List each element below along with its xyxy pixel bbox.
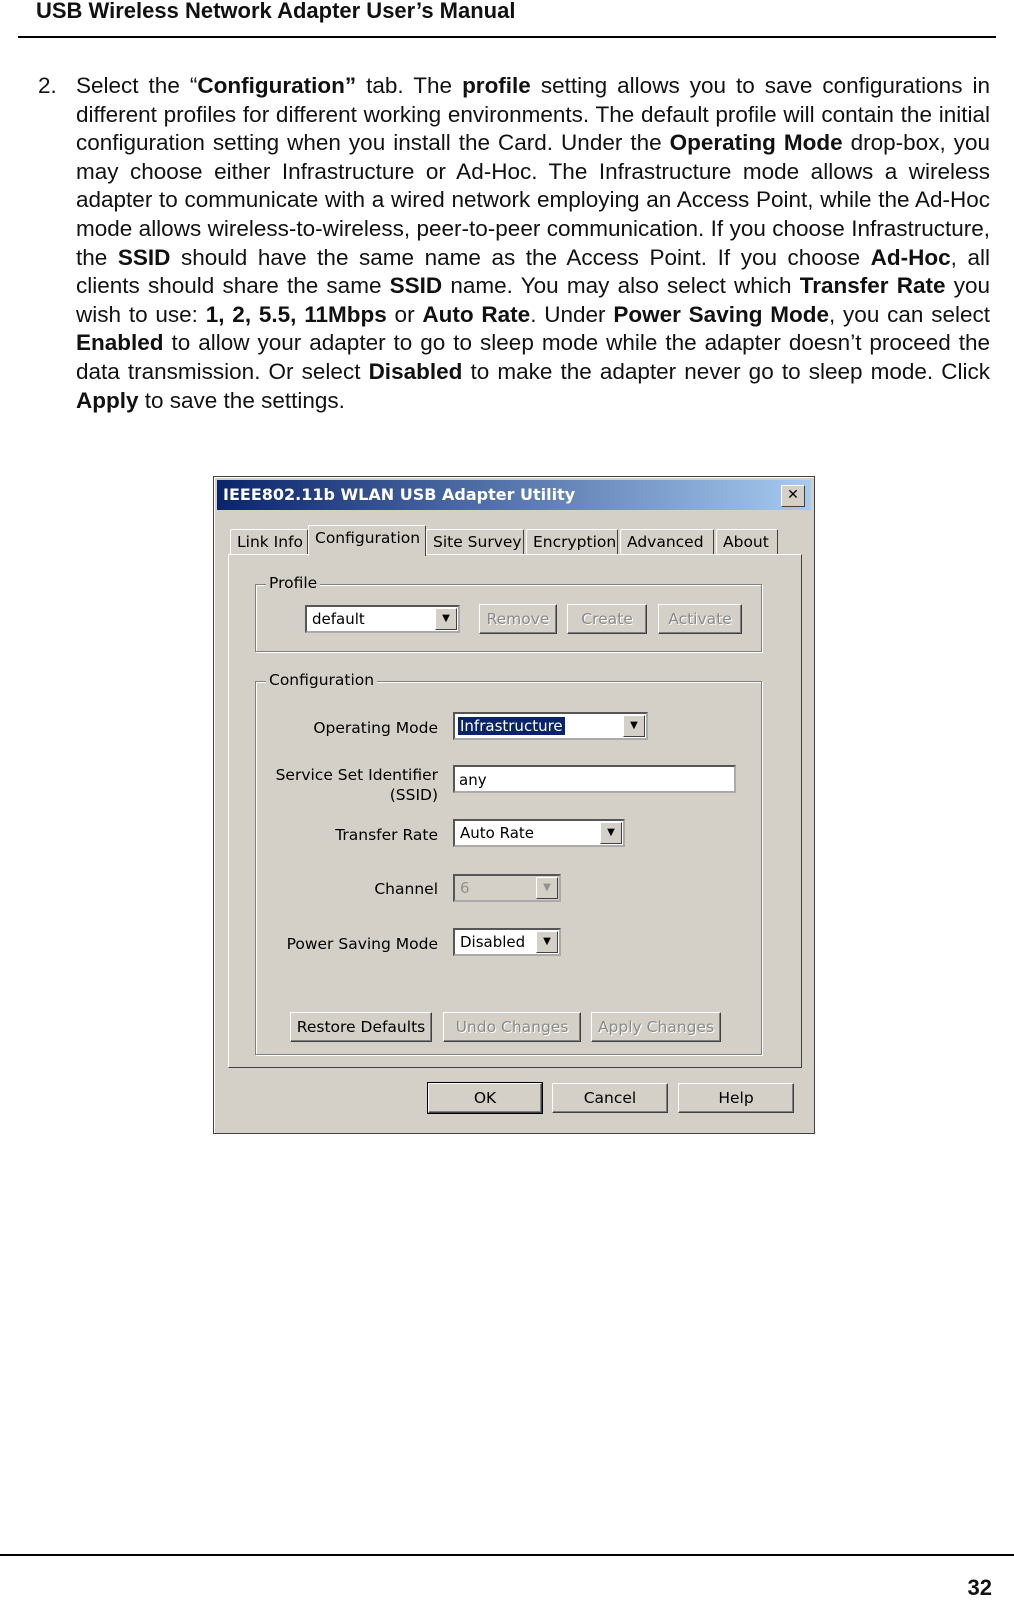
chevron-down-icon[interactable]: ▼ [536, 931, 558, 953]
ssid-value: any [459, 771, 487, 789]
dialog-titlebar [217, 480, 811, 510]
dialog-title: IEEE802.11b WLAN USB Adapter Utility [223, 485, 576, 504]
paragraph-text: , all clients should share the same [76, 244, 991, 299]
profile-group-label: Profile [266, 574, 320, 592]
footer-rule [0, 1554, 1014, 1556]
restore-defaults-button[interactable]: Restore Defaults [290, 1012, 432, 1042]
emphasis-text: profile [462, 73, 531, 98]
tab-site-survey[interactable]: Site Survey [426, 529, 524, 555]
remove-profile-button[interactable]: Remove [479, 604, 557, 634]
paragraph-text: drop-box, you may choose either Infrastructure or Ad-Hoc. The Infrastructure mode allows a wireless adapter to communicate with a wired network employing an Access Point, while the Ad-Hoc mode allows wireless-to-wireless, peer-to-peer communication. If you choose Infrastructure, the [76, 130, 990, 270]
create-profile-button[interactable]: Create [567, 604, 647, 634]
emphasis-text: 1, 2, 5.5, 11Mbps [205, 301, 387, 327]
emphasis-text: Disabled [368, 358, 463, 384]
ssid-label-line2: (SSID) [389, 786, 438, 804]
channel-value: 6 [460, 879, 470, 897]
paragraph-text: , you can select [829, 301, 991, 327]
power-saving-label: Power Saving Mode [286, 935, 438, 953]
activate-profile-button[interactable]: Activate [658, 604, 742, 634]
transfer-rate-select[interactable] [453, 819, 625, 847]
paragraph-text: you wish to use: [76, 273, 990, 327]
emphasis-text: Apply [76, 387, 139, 413]
transfer-rate-value: Auto Rate [460, 824, 534, 842]
paragraph-text: to allow your adapter to go to sleep mode while the adapter doesn’t proceed the data transmission. Or select [76, 330, 990, 384]
emphasis-text: Transfer Rate [799, 273, 946, 299]
page-number: 32 [967, 1575, 992, 1600]
tab-link-info[interactable]: Link Info [230, 529, 308, 555]
emphasis-text: Enabled [76, 330, 164, 356]
channel-select[interactable] [453, 874, 561, 902]
document-header-title: USB Wireless Network Adapter User’s Manual [36, 0, 516, 23]
channel-label: Channel [374, 880, 438, 898]
paragraph-text: or [386, 301, 423, 327]
ssid-input[interactable] [453, 765, 736, 793]
configuration-panel [228, 554, 802, 1068]
chevron-down-icon[interactable]: ▼ [600, 822, 622, 844]
paragraph-text: setting allows you to save configurations in different profiles for different working environments. The default profile will contain the initial configuration setting when you install the Card. Under the [76, 73, 990, 156]
emphasis-text: Operating Mode [669, 130, 843, 156]
adapter-utility-dialog [213, 476, 815, 1134]
help-button[interactable]: Help [678, 1083, 794, 1113]
profile-select[interactable] [305, 605, 460, 633]
cancel-button[interactable]: Cancel [552, 1083, 668, 1113]
emphasis-text: Power Saving Mode [613, 301, 829, 327]
chevron-down-icon[interactable]: ▼ [623, 715, 645, 737]
operating-mode-value: Infrastructure [460, 717, 563, 735]
configuration-group-label: Configuration [266, 671, 377, 689]
tab-advanced[interactable]: Advanced [620, 529, 714, 555]
paragraph-text: to save the settings. [138, 387, 345, 413]
step-number: 2. [38, 73, 57, 98]
paragraph-text: name. You may also select which [442, 273, 800, 299]
power-saving-value: Disabled [460, 933, 526, 951]
paragraph-text: should have the same name as the Access Point. If you choose [170, 244, 871, 270]
paragraph-text: . Under [530, 301, 614, 327]
undo-changes-button[interactable]: Undo Changes [443, 1012, 581, 1042]
paragraph-text: Select the “ [76, 73, 198, 98]
chevron-down-icon[interactable]: ▼ [536, 877, 558, 899]
instruction-step [38, 72, 990, 415]
ok-button[interactable]: OK [428, 1083, 542, 1113]
header-rule [18, 36, 996, 38]
emphasis-text: Ad-Hoc [870, 244, 951, 270]
tab-configuration[interactable]: Configuration [308, 525, 426, 556]
apply-changes-button[interactable]: Apply Changes [591, 1012, 721, 1042]
emphasis-text: SSID [117, 244, 171, 270]
step-paragraph [76, 72, 990, 415]
operating-mode-label: Operating Mode [313, 719, 438, 737]
tab-encryption[interactable]: Encryption [526, 529, 618, 555]
paragraph-text: tab. The [356, 73, 463, 98]
chevron-down-icon[interactable]: ▼ [435, 608, 457, 630]
ssid-label [266, 765, 438, 805]
operating-mode-select[interactable] [453, 712, 648, 740]
profile-value: default [312, 610, 365, 628]
emphasis-text: Auto Rate [422, 301, 531, 327]
configuration-group [255, 671, 762, 1055]
tab-about[interactable]: About [716, 529, 778, 555]
profile-group [255, 574, 762, 652]
close-icon[interactable]: ✕ [781, 485, 805, 507]
transfer-rate-label: Transfer Rate [335, 826, 438, 844]
power-saving-select[interactable] [453, 928, 561, 956]
ssid-label-line1: Service Set Identifier [275, 766, 438, 784]
emphasis-text: SSID [389, 273, 443, 299]
emphasis-text: Configuration” [197, 73, 357, 98]
paragraph-text: to make the adapter never go to sleep mode. Click [462, 358, 991, 384]
